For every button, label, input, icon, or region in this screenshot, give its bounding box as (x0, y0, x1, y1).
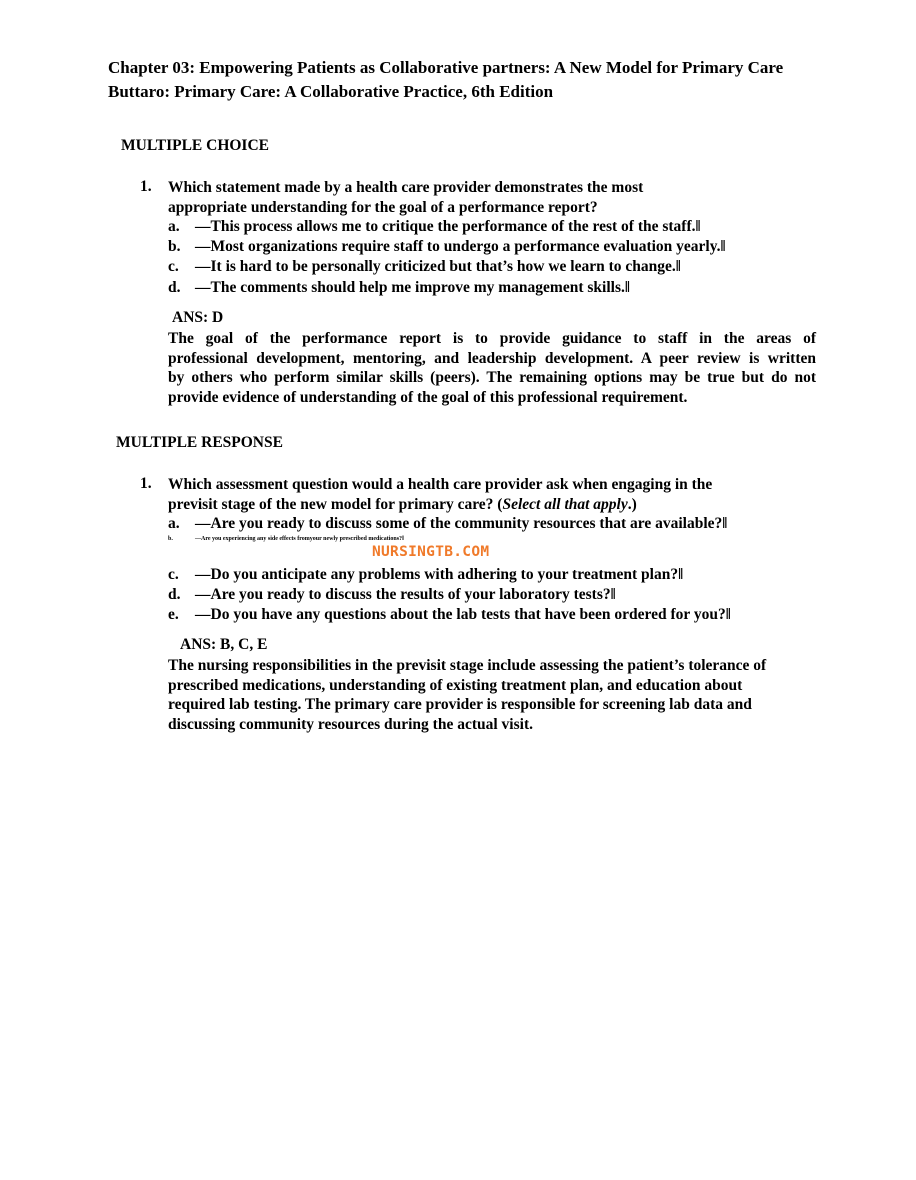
question-stem-line: Which assessment question would a health care provider ask when engaging in the (168, 476, 713, 493)
option-text: ―Are you ready to discuss the results of your laboratory tests?‖ (195, 586, 616, 603)
option-text: ―Most organizations require staff to undergo a performance evaluation yearly.‖ (195, 238, 726, 255)
book-title: Buttaro: Primary Care: A Collaborative Practice, 6th Edition (108, 82, 554, 101)
rationale-line: The nursing responsibilities in the previsit stage include assessing the patient’s tolerance of (168, 657, 767, 674)
option-text: ―Are you experiencing any side effects fromyour newly prescribed medications?‖ (195, 536, 404, 542)
watermark-text: NURSINGTB.COM (372, 544, 490, 560)
question-number: 1. (140, 475, 152, 492)
rationale (168, 656, 816, 734)
rationale-line: provide evidence of understanding of the goal of this professional requirement. (168, 388, 688, 406)
option-letter: b. (168, 238, 181, 255)
option-letter: b. (168, 536, 173, 542)
question-stem-line: appropriate understanding for the goal of a performance report? (168, 199, 598, 216)
option-text: ―Do you anticipate any problems with adhering to your treatment plan?‖ (195, 566, 684, 583)
question-stem-line (168, 495, 637, 515)
rationale-line: professional development, mentoring, and leadership development. A peer review is written (168, 349, 816, 367)
rationale-line: discussing community resources during the actual visit. (168, 715, 533, 733)
option-letter: e. (168, 606, 179, 623)
answer-key: ANS: D (172, 309, 224, 326)
option-letter: c. (168, 566, 179, 583)
question-stem-line: Which statement made by a health care provider demonstrates the most (168, 179, 644, 196)
rationale-line: by others who perform similar skills (peers). The remaining options may be true but do not (168, 369, 816, 386)
option-letter: a. (168, 218, 180, 235)
stem-text: .) (627, 496, 637, 513)
select-all-instruction: Select all that apply (502, 496, 628, 513)
option-letter: c. (168, 258, 179, 275)
option-text: ―Are you ready to discuss some of the community resources that are available?‖ (195, 515, 728, 532)
question-number: 1. (140, 178, 152, 195)
answer-key: ANS: B, C, E (180, 636, 268, 653)
rationale-line: prescribed medications, understanding of existing treatment plan, and education about (168, 676, 743, 694)
option-text: ―This process allows me to critique the performance of the rest of the staff.‖ (195, 218, 701, 235)
option-letter: a. (168, 515, 180, 532)
option-text: ―The comments should help me improve my management skills.‖ (195, 279, 630, 296)
rationale-line: The goal of the performance report is to provide guidance to staff in the areas of (168, 330, 816, 347)
option-letter: d. (168, 586, 181, 603)
section-heading-multiple-response: MULTIPLE RESPONSE (116, 434, 283, 451)
stem-text: previsit stage of the new model for primary care? ( (168, 496, 503, 513)
option-letter: d. (168, 279, 181, 296)
section-heading-multiple-choice: MULTIPLE CHOICE (121, 137, 269, 154)
rationale (168, 329, 816, 407)
rationale-line: required lab testing. The primary care provider is responsible for screening lab data and (168, 696, 752, 713)
chapter-title: Chapter 03: Empowering Patients as Collaborative partners: A New Model for Primary Care (108, 58, 784, 77)
option-text: ―Do you have any questions about the lab tests that have been ordered for you?‖ (195, 606, 731, 623)
option-text: ―It is hard to be personally criticized but that’s how we learn to change.‖ (195, 258, 681, 275)
